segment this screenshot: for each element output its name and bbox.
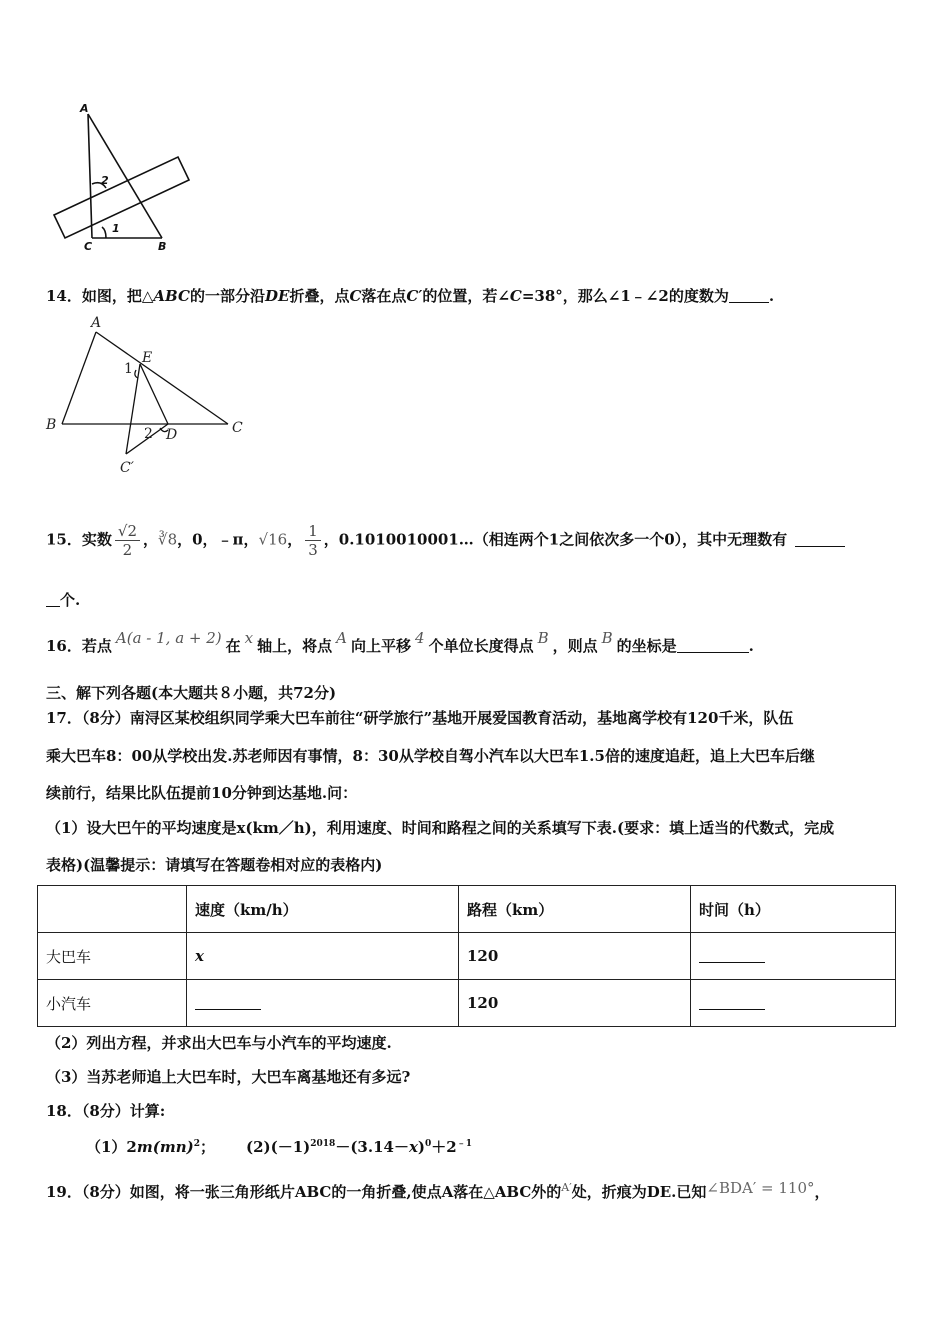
q15-line2: 个.: [60, 591, 81, 609]
q14-de: DE: [264, 287, 290, 305]
q14-c: C: [509, 287, 522, 305]
answer-blank[interactable]: [677, 638, 749, 653]
fraction-denominator: 2: [122, 541, 133, 559]
q19-end: ，: [814, 1183, 830, 1201]
separator: ，: [143, 530, 159, 549]
angle-bda-prime: ∠BDA′ = 110°: [706, 1179, 815, 1197]
q16-text: 在: [225, 637, 241, 655]
speed-cell: x: [187, 933, 459, 980]
var-B: B: [601, 629, 613, 647]
q14-text: 的一部分沿: [189, 287, 265, 305]
table-header-cell: 路程（km）: [459, 886, 691, 933]
exponent: ﹣1: [456, 1139, 472, 1149]
q14-c: C: [349, 287, 362, 305]
question-16: [46, 629, 754, 656]
label-C-prime: C′: [120, 460, 134, 476]
label-C: C: [84, 240, 93, 253]
q14-cprime: C′: [406, 287, 423, 305]
label-1: 1: [112, 222, 120, 235]
answer-blank[interactable]: [195, 995, 261, 1010]
label-B: B: [46, 417, 57, 433]
exponent: 2018: [310, 1139, 336, 1149]
question-14: [46, 286, 774, 306]
figure-parallel-strip-triangle: [46, 100, 196, 255]
answer-blank[interactable]: [699, 995, 765, 1010]
label-A: A: [80, 102, 89, 115]
q15-tail: ，0.1010010001…（相连两个1之间依次多一个0），其中无理数有: [323, 530, 788, 549]
q14-abc: ABC: [153, 287, 190, 305]
fraction-1-over-3: [305, 522, 321, 559]
q17-part3: （3）当苏老师追上大巴车时，大巴车离基地还有多远?: [46, 1068, 411, 1086]
q17-line3: 续前行，结果比队伍提前10分钟到达基地.问：: [46, 784, 358, 802]
speed-cell[interactable]: [187, 980, 459, 1027]
q14-number: 14．: [46, 287, 82, 305]
q16-text: 的坐标是: [616, 637, 677, 655]
speed-distance-table: [37, 885, 896, 1027]
q17-part1b: 表格)(温馨提示：请填写在答题卷相对应的表格内): [46, 856, 383, 874]
table-header-row: [38, 886, 896, 933]
q16-end: .: [748, 637, 754, 655]
q16-text: ，则点: [552, 637, 598, 655]
var-x: x: [244, 629, 254, 647]
table-row: [38, 980, 896, 1027]
point-a-expression: A(a - 1, a + 2): [115, 629, 222, 647]
angle-1-arc: [102, 227, 106, 238]
q16-text: 向上平移: [351, 637, 412, 655]
q17-line2: 乘大巴车8：00从学校出发.苏老师因有事情，8：30从学校自驾小汽车以大巴车1.5倍的速度追赶，追上大巴车后继: [46, 747, 815, 765]
question-19: [46, 1179, 830, 1204]
q18-part1: [86, 1134, 215, 1157]
q18-sep: ；: [200, 1138, 216, 1156]
q18-p1-label: （1）2: [86, 1138, 137, 1156]
label-E: E: [142, 350, 153, 366]
q14-text: 的位置，若∠: [422, 287, 510, 305]
q14-text: 折叠，点: [289, 287, 350, 305]
row-label: 大巴车: [38, 933, 187, 980]
q16-text: 个单位长度得点: [428, 637, 534, 655]
q15-prefix: 实数: [81, 530, 112, 549]
fraction-numerator: 1: [305, 522, 321, 541]
q18-var-m: m: [136, 1138, 153, 1156]
q18-part2: [246, 1134, 472, 1157]
answer-blank[interactable]: [699, 948, 765, 963]
point-a-prime: A′: [561, 1181, 572, 1194]
q16-text: 轴上，将点: [257, 637, 333, 655]
exponent: 2: [193, 1139, 200, 1149]
sqrt-16: √16: [258, 530, 288, 549]
q17-line1: 17．（8分）南浔区某校组织同学乘大巴车前往“研学旅行”基地开展爱国教育活动，基地离学校有120千米，队伍: [46, 709, 794, 727]
q16-text: 若点: [81, 637, 112, 655]
q18-p2-b: －(3.14－: [335, 1138, 409, 1156]
q18-title: 18．（8分）计算:: [46, 1102, 166, 1120]
segment-ab: [88, 114, 162, 238]
distance-cell: 120: [459, 980, 691, 1027]
label-2: 2: [144, 426, 153, 442]
num-4: 4: [415, 629, 425, 647]
q19-text: 处，折痕为DE.已知: [571, 1183, 707, 1201]
q14-text: 落在点: [361, 287, 407, 305]
table-header-cell: [38, 886, 187, 933]
label-2: 2: [101, 174, 109, 187]
q15-number: 15．: [46, 530, 82, 549]
segment-ab: [62, 332, 96, 424]
var-A: A: [336, 629, 347, 647]
q17-part1a: （1）设大巴午的平均速度是x(km／h)，利用速度、时间和路程之间的关系填写下表.(要求：填上适当的代数式，完成: [46, 819, 835, 837]
fraction-denominator: 3: [308, 541, 318, 559]
q19-text: 19．（8分）如图，将一张三角形纸片ABC的一角折叠,使点A落在△ABC外的: [46, 1183, 562, 1201]
label-D: D: [166, 427, 178, 443]
answer-blank-cont[interactable]: [46, 592, 60, 607]
question-15-line2: [46, 590, 80, 610]
q18-var-x: x: [408, 1138, 418, 1156]
fraction-numerator: √2: [115, 522, 140, 541]
q18-p2-a: (2)(－1): [246, 1138, 311, 1156]
fraction-root2-over-2: [115, 522, 140, 559]
answer-blank[interactable]: [729, 288, 769, 303]
q18-p2-c: ): [417, 1138, 426, 1156]
q18-p2-d: ＋2: [431, 1138, 457, 1156]
label-B: B: [158, 240, 167, 253]
answer-blank[interactable]: [795, 532, 845, 547]
q15-list: ，0，﹣π，: [177, 530, 259, 549]
table-header-cell: 时间（h）: [691, 886, 896, 933]
q16-number: 16．: [46, 637, 82, 655]
section-3-title: 三、解下列各题(本大题共８小题，共72分): [46, 684, 337, 702]
figure-folded-triangle: [40, 312, 250, 480]
label-1: 1: [124, 361, 133, 377]
separator: ，: [287, 530, 303, 549]
label-C: C: [232, 420, 243, 436]
time-cell[interactable]: [691, 933, 896, 980]
exponent: 0: [425, 1139, 432, 1149]
var-B: B: [537, 629, 549, 647]
table-row: [38, 933, 896, 980]
table-header-cell: 速度（km/h）: [187, 886, 459, 933]
q17-part2: （2）列出方程，并求出大巴车与小汽车的平均速度.: [46, 1034, 392, 1052]
q14-text: 如图，把△: [81, 287, 154, 305]
segment-ac: [88, 114, 92, 238]
q14-text: =38°，那么∠1﹣∠2的度数为: [521, 287, 729, 305]
q18-mn: (mn): [152, 1138, 194, 1156]
distance-cell: 120: [459, 933, 691, 980]
q14-end: .: [768, 287, 775, 305]
row-label: 小汽车: [38, 980, 187, 1027]
time-cell[interactable]: [691, 980, 896, 1027]
cube-root-8: ∛8: [158, 530, 178, 549]
label-A: A: [91, 315, 102, 331]
question-15: [46, 522, 845, 559]
